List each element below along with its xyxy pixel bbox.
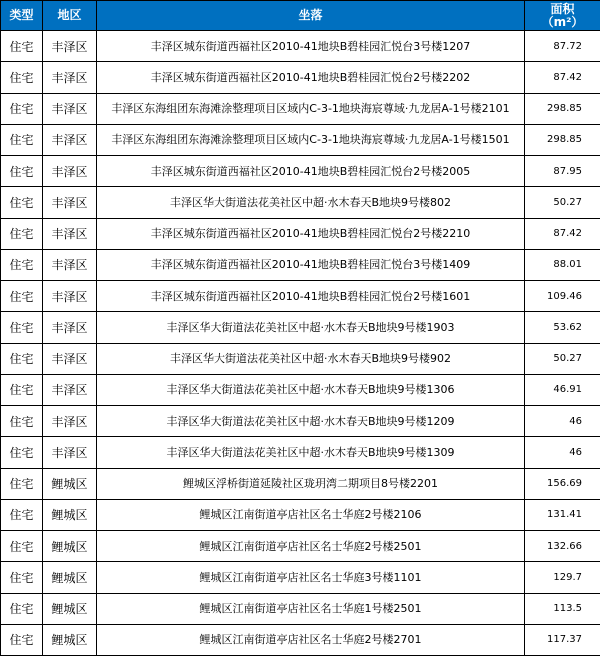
cell-district: 鲤城区 [43,531,97,562]
cell-district: 丰泽区 [43,312,97,343]
cell-type: 住宅 [1,499,43,530]
cell-type: 住宅 [1,249,43,280]
cell-location: 丰泽区城东街道西福社区2010-41地块B碧桂园汇悦台2号楼1601 [97,281,525,312]
cell-location: 丰泽区城东街道西福社区2010-41地块B碧桂园汇悦台2号楼2210 [97,218,525,249]
cell-area: 87.42 [525,218,600,249]
cell-district: 丰泽区 [43,406,97,437]
table-row [1,281,600,312]
cell-area: 117.37 [525,624,600,655]
cell-type: 住宅 [1,437,43,468]
table-row [1,406,600,437]
table-row [1,531,600,562]
cell-district: 丰泽区 [43,124,97,155]
cell-type: 住宅 [1,531,43,562]
cell-location: 丰泽区华大街道法花美社区中超·水木春天B地块9号楼1306 [97,374,525,405]
table-row [1,468,600,499]
cell-type: 住宅 [1,124,43,155]
header-area-label: 面积 [525,3,600,16]
table-header [1,1,600,31]
table-row [1,93,600,124]
cell-location: 丰泽区东海组团东海滩涂整理项目区域内C-3-1地块海宸尊域·九龙居A-1号楼1501 [97,124,525,155]
cell-type: 住宅 [1,468,43,499]
cell-location: 鲤城区江南街道亭店社区名士华庭2号楼2106 [97,499,525,530]
cell-district: 丰泽区 [43,343,97,374]
cell-area: 87.42 [525,62,600,93]
cell-type: 住宅 [1,62,43,93]
table-row [1,562,600,593]
table-row [1,31,600,62]
cell-type: 住宅 [1,281,43,312]
cell-district: 丰泽区 [43,156,97,187]
header-type: 类型 [1,1,43,31]
cell-district: 丰泽区 [43,62,97,93]
cell-area: 50.27 [525,343,600,374]
cell-area: 156.69 [525,468,600,499]
table-row [1,374,600,405]
cell-location: 丰泽区城东街道西福社区2010-41地块B碧桂园汇悦台2号楼2202 [97,62,525,93]
cell-location: 丰泽区城东街道西福社区2010-41地块B碧桂园汇悦台3号楼1207 [97,31,525,62]
cell-area: 129.7 [525,562,600,593]
cell-district: 丰泽区 [43,374,97,405]
cell-type: 住宅 [1,187,43,218]
cell-district: 丰泽区 [43,437,97,468]
cell-location: 丰泽区华大街道法花美社区中超·水木春天B地块9号楼1309 [97,437,525,468]
cell-district: 丰泽区 [43,187,97,218]
cell-location: 鲤城区浮桥街道延陵社区珑玥湾二期项目8号楼2201 [97,468,525,499]
cell-location: 鲤城区江南街道亭店社区名士华庭2号楼2501 [97,531,525,562]
cell-area: 88.01 [525,249,600,280]
table-row [1,499,600,530]
cell-district: 鲤城区 [43,624,97,655]
table-row [1,187,600,218]
cell-type: 住宅 [1,343,43,374]
cell-district: 丰泽区 [43,93,97,124]
header-area [525,1,600,31]
table-row [1,593,600,624]
table-row [1,249,600,280]
cell-area: 298.85 [525,124,600,155]
cell-district: 鲤城区 [43,499,97,530]
cell-area: 87.72 [525,31,600,62]
cell-district: 丰泽区 [43,31,97,62]
cell-type: 住宅 [1,93,43,124]
cell-location: 鲤城区江南街道亭店社区名士华庭1号楼2501 [97,593,525,624]
cell-area: 87.95 [525,156,600,187]
cell-type: 住宅 [1,31,43,62]
cell-type: 住宅 [1,562,43,593]
table-row [1,343,600,374]
cell-type: 住宅 [1,406,43,437]
cell-location: 丰泽区华大街道法花美社区中超·水木春天B地块9号楼1209 [97,406,525,437]
cell-district: 鲤城区 [43,562,97,593]
cell-location: 丰泽区城东街道西福社区2010-41地块B碧桂园汇悦台2号楼2005 [97,156,525,187]
table-row [1,62,600,93]
cell-area: 298.85 [525,93,600,124]
table-row [1,437,600,468]
cell-location: 丰泽区华大街道法花美社区中超·水木春天B地块9号楼902 [97,343,525,374]
cell-location: 丰泽区东海组团东海滩涂整理项目区域内C-3-1地块海宸尊域·九龙居A-1号楼2101 [97,93,525,124]
cell-district: 鲤城区 [43,468,97,499]
cell-location: 丰泽区华大街道法花美社区中超·水木春天B地块9号楼802 [97,187,525,218]
cell-location: 丰泽区城东街道西福社区2010-41地块B碧桂园汇悦台3号楼1409 [97,249,525,280]
header-area-unit: （m²） [525,16,600,29]
table-row [1,156,600,187]
cell-district: 鲤城区 [43,593,97,624]
header-location: 坐落 [97,1,525,31]
cell-area: 46 [525,406,600,437]
cell-area: 113.5 [525,593,600,624]
table-body [1,31,600,656]
table-row [1,124,600,155]
cell-area: 109.46 [525,281,600,312]
cell-type: 住宅 [1,218,43,249]
cell-area: 132.66 [525,531,600,562]
cell-type: 住宅 [1,156,43,187]
table-row [1,624,600,655]
cell-area: 131.41 [525,499,600,530]
table-row [1,218,600,249]
cell-type: 住宅 [1,593,43,624]
cell-area: 53.62 [525,312,600,343]
cell-area: 50.27 [525,187,600,218]
cell-type: 住宅 [1,374,43,405]
table-row [1,312,600,343]
cell-district: 丰泽区 [43,218,97,249]
cell-area: 46 [525,437,600,468]
cell-location: 鲤城区江南街道亭店社区名士华庭3号楼1101 [97,562,525,593]
cell-location: 丰泽区华大街道法花美社区中超·水木春天B地块9号楼1903 [97,312,525,343]
cell-district: 丰泽区 [43,281,97,312]
cell-location: 鲤城区江南街道亭店社区名士华庭2号楼2701 [97,624,525,655]
header-district: 地区 [43,1,97,31]
cell-type: 住宅 [1,312,43,343]
cell-area: 46.91 [525,374,600,405]
cell-district: 丰泽区 [43,249,97,280]
cell-type: 住宅 [1,624,43,655]
